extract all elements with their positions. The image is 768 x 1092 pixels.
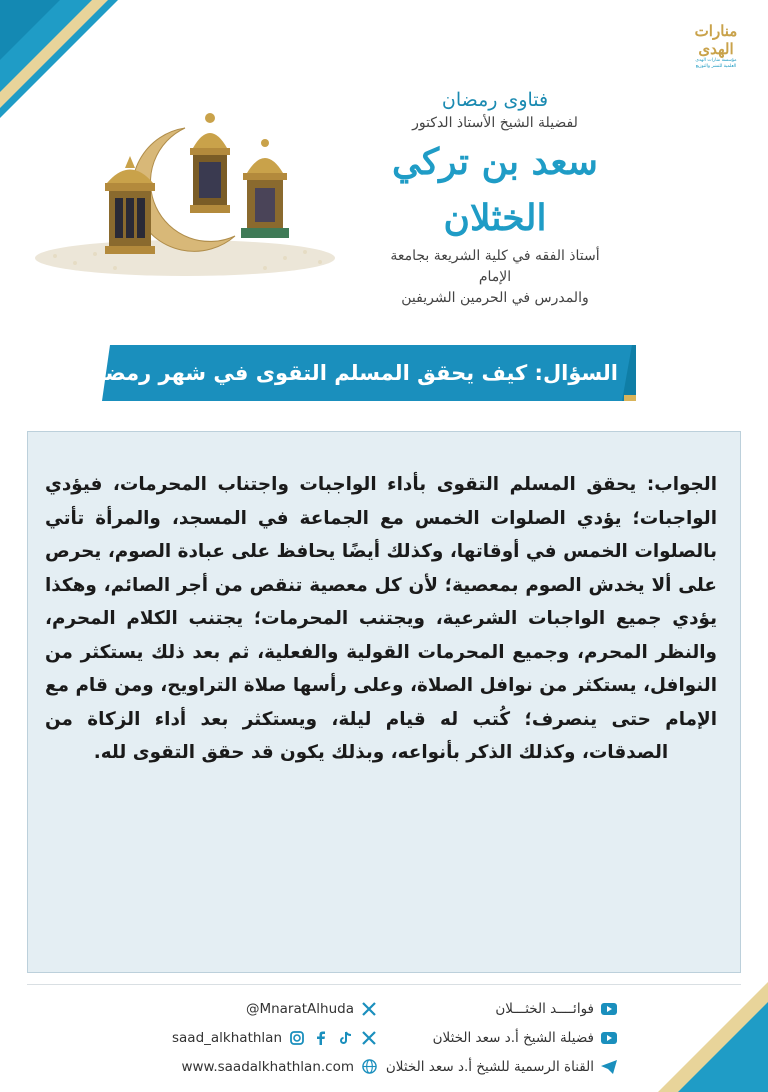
globe-icon [360, 1058, 378, 1076]
question-text: السؤال: كيف يحقق المسلم التقوى في شهر رمضان؟ [67, 361, 618, 385]
footer-handle-label: www.saadalkhathlan.com [181, 1058, 354, 1075]
lantern-right-icon [241, 139, 289, 238]
question-banner [67, 345, 636, 401]
tiktok-icon [336, 1029, 354, 1047]
series-title: فتاوى رمضان [441, 89, 549, 111]
footer-channel-sheikh[interactable] [348, 1023, 618, 1052]
corner-decoration-bottom-right [648, 982, 768, 1092]
footer-handle-x[interactable] [148, 994, 378, 1023]
footer-handle-website[interactable] [148, 1052, 378, 1081]
footer-channel-label: فضيلة الشيخ أ.د سعد الخثلان [432, 1029, 594, 1046]
logo-tagline: مؤسسة منارات الهدى العلمية للنشر والتوزيع [695, 58, 737, 69]
footer-channel-fawaid[interactable] [348, 994, 618, 1023]
logo-text: منارات الهدى [694, 22, 738, 58]
telegram-icon [600, 1058, 618, 1076]
x-icon [360, 1000, 378, 1018]
answer-text: الجواب: يحقق المسلم التقوى بأداء الواجبات واجتناب المحرمات، فيؤدي الواجبات؛ يؤدي الصلوات الخمس مع الجماعة في المسجد، والمرأة تأتي بالصلوات الخمس في أوقاتها، وكذلك أيضًا يحافظ على عبادة الصوم، يحرص على ألا يخدش الصوم بمعصية؛ لأن كل معصية تنقص من أجر الصائم، وهكذا يؤدي جميع الواجبات الشرعية، ويجتنب المحرمات؛ يجتنب الكلام المحرم، والنظر المحرم، وجميع المحرمات القولية والفعلية، ثم بعد ذلك يستكثر من النوافل، يستكثر من نوافل الصلاة، وعلى رأسها صلاة التراويح، ومن قام مع الإمام حتى ينصرف؛ كُتب له قيام ليلة، ويستكثر بعد أداء الزكاة من الصدقات، وكذلك الذكر بأنواعه، وبذلك يكون قد حقق التقوى لله. [45, 474, 717, 763]
footer-channel-label: القناة الرسمية للشيخ أ.د سعد الخثلان [385, 1058, 594, 1075]
sheikh-name: سعد بن تركي الخثلان [392, 141, 598, 239]
x-icon [360, 1029, 378, 1047]
footer-channel-telegram[interactable] [348, 1052, 618, 1081]
footer-handle-social[interactable] [148, 1023, 378, 1052]
position-line-1: أستاذ الفقه في كلية الشريعة بجامعة الإمام [390, 248, 600, 285]
ramadan-lanterns-illustration [35, 108, 340, 283]
youtube-icon [600, 1029, 618, 1047]
footer-handle-label: @MnaratAlhuda [245, 1000, 354, 1017]
youtube-icon [600, 1000, 618, 1018]
brand-logo [690, 22, 742, 70]
honorific-line: لفضيلة الشيخ الأستاذ الدكتور [412, 115, 578, 131]
instagram-icon [288, 1029, 306, 1047]
lantern-middle-icon [190, 113, 230, 213]
facebook-icon [312, 1029, 330, 1047]
position-line-2: والمدرس في الحرمين الشريفين [401, 290, 589, 306]
footer-handles [148, 994, 378, 1081]
footer-channels [348, 994, 618, 1081]
footer-divider [27, 984, 741, 985]
footer-handle-label: saad_alkhathlan [172, 1029, 282, 1046]
footer-channel-label: فوائــــد الخثـــلان [495, 1000, 594, 1017]
header-block [380, 88, 610, 309]
